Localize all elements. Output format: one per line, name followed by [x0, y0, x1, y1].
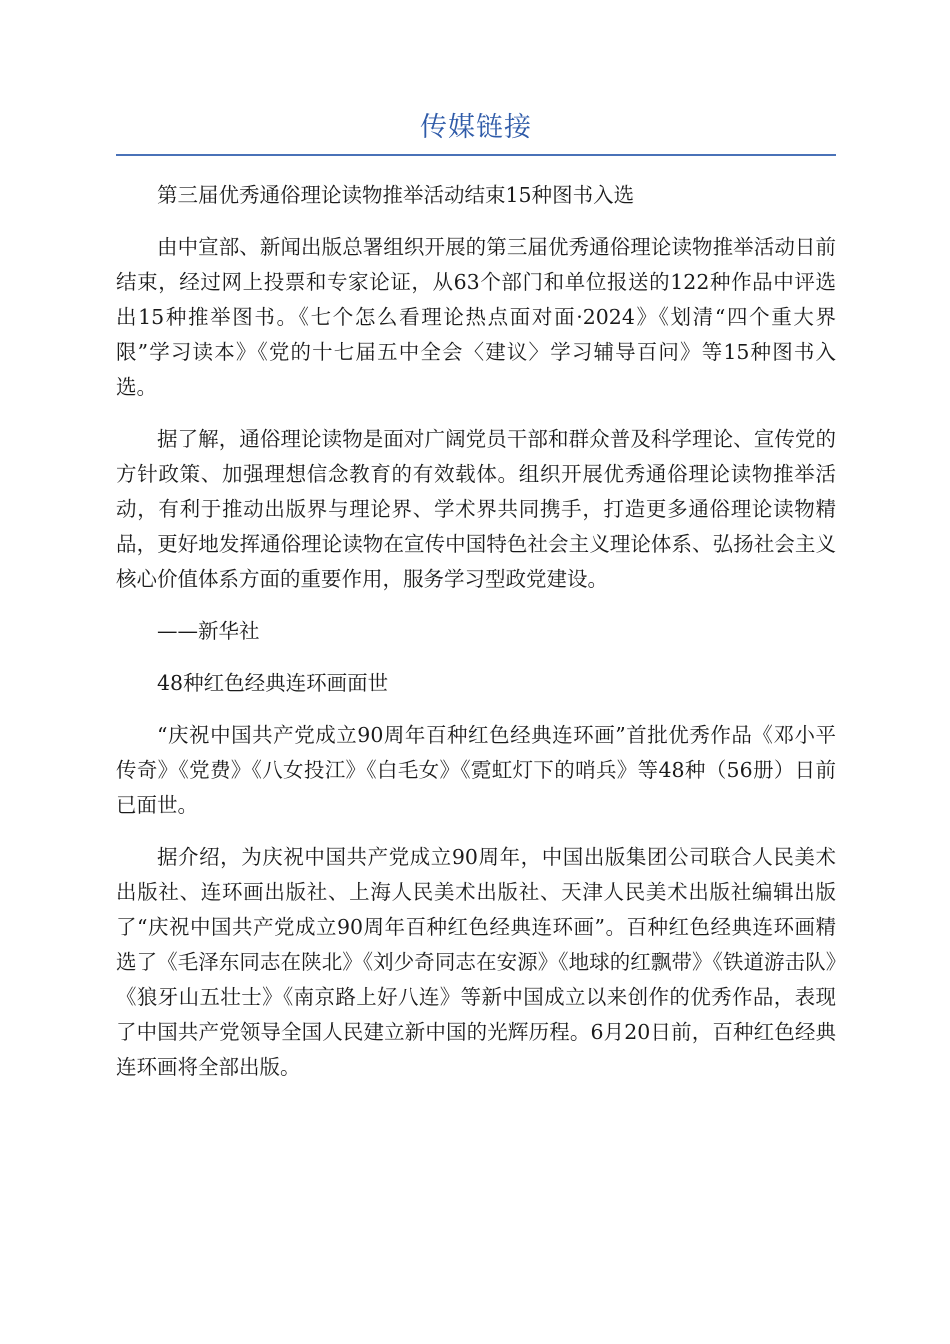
article-1-headline: 第三届优秀通俗理论读物推举活动结束15种图书入选	[157, 183, 635, 207]
article-2-paragraph-1: “庆祝中国共产党成立90周年百种红色经典连环画”首批优秀作品《邓小平传奇》《党费》《八女投江》《白毛女》《霓虹灯下的哨兵》等48种（56册）日前已面世。	[116, 723, 836, 817]
section-title: 传媒链接	[420, 112, 532, 143]
article-1-paragraph-2: 据了解，通俗理论读物是面对广阔党员干部和群众普及科学理论、宣传党的方针政策、加强理想信念教育的有效载体。组织开展优秀通俗理论读物推举活动，有利于推动出版界与理论界、学术界共同携手，打造更多通俗理论读物精品，更好地发挥通俗理论读物在宣传中国特色社会主义理论体系、弘扬社会主义核心价值体系方面的重要作用，服务学习型政党建设。	[116, 427, 836, 591]
article-1-paragraph-1: 由中宣部、新闻出版总署组织开展的第三届优秀通俗理论读物推举活动日前结束，经过网上投票和专家论证，从63个部门和单位报送的122种作品中评选出15种推举图书。《七个怎么看理论热点面对面·2024》《划清“四个重大界限”学习读本》《党的十七届五中全会〈建议〉学习辅导百问》等15种图书入选。	[116, 235, 836, 399]
title-underline	[116, 154, 836, 156]
article-2-paragraph-2: 据介绍，为庆祝中国共产党成立90周年，中国出版集团公司联合人民美术出版社、连环画出版社、上海人民美术出版社、天津人民美术出版社编辑出版了“庆祝中国共产党成立90周年百种红色经典连环画”。百种红色经典连环画精选了《毛泽东同志在陕北》《刘少奇同志在安源》《地球的红飘带》《铁道游击队》《狼牙山五壮士》《南京路上好八连》等新中国成立以来创作的优秀作品，表现了中国共产党领导全国人民建立新中国的光辉历程。6月20日前，百种红色经典连环画将全部出版。	[116, 845, 836, 1079]
article-2-headline: 48种红色经典连环画面世	[157, 671, 389, 695]
document-page	[116, 108, 836, 1102]
article-1-source: ——新华社	[157, 619, 260, 643]
